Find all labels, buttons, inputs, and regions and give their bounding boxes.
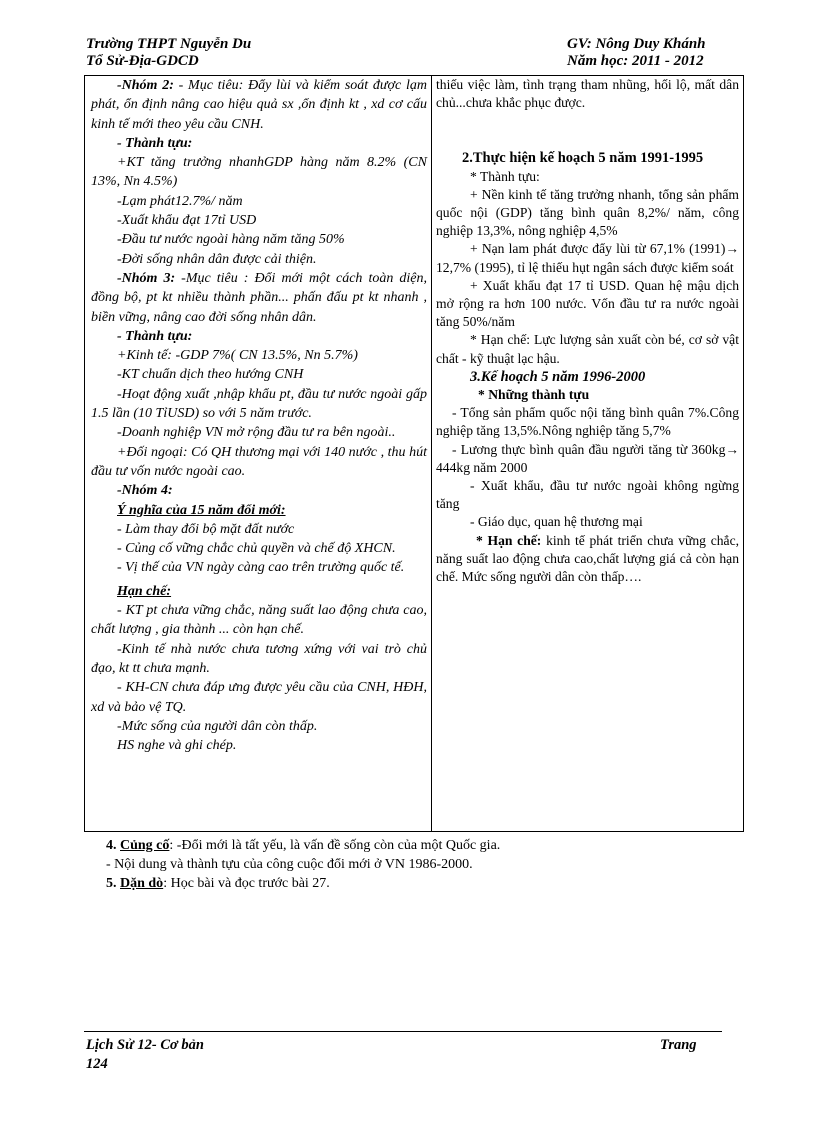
section3-achievements-label: * Những thành tựu [478, 387, 590, 403]
lesson-table [84, 75, 744, 832]
section3-title: 3.Kế hoạch 5 năm 1996-2000 [470, 368, 646, 385]
group2-achievements-label: - Thành tựu: [117, 135, 193, 151]
group3-label: -Nhóm 3: [117, 270, 176, 286]
group2-item: -Đời sống nhân dân được cải thiện. [117, 251, 317, 267]
homework-text: : Học bài và đọc trước bài 27. [163, 876, 330, 891]
section2-paragraph: + Nền kinh tế tăng trưởng nhanh, tổng sản phẩm quốc nội (GDP) tăng bình quân 8,2%/ năm, công nghiệp 13,3%, nông nghiệp 4,5% [436, 186, 739, 239]
consolidate-text: : -Đổi mới là tất yếu, là vấn đề sống còn của một Quốc gia. [169, 838, 501, 853]
group3-item: -Doanh nghiệp VN mở rộng đầu tư ra bên ngoài.. [117, 425, 396, 441]
subject-name: Lịch Sử 12- Cơ bản [86, 1037, 204, 1053]
footer-rule [84, 1031, 722, 1032]
teacher-student-activity-column [85, 76, 431, 755]
limits-item: - KH-CN chưa đáp ưng được yêu cầu của CNH, HĐH, xd và bảo vệ TQ. [91, 680, 427, 715]
group2-item: +KT tăng trưởng nhanhGDP hàng năm 8.2% (CN 13%, Nn 4.5%) [91, 155, 427, 190]
header-left [86, 36, 251, 70]
footer-left [86, 1036, 204, 1074]
group2-paragraph [91, 76, 427, 134]
significance-heading: Ý nghĩa của 15 năm đổi mới: [117, 502, 286, 518]
consolidate-label: Củng cố [120, 838, 170, 853]
page-label: Trang [660, 1037, 697, 1053]
group2-item: -Lạm phát12.7%/ năm [117, 193, 243, 209]
homework-label: Dặn dò [120, 876, 164, 891]
page-number: 124 [86, 1056, 108, 1072]
lesson-closing [106, 836, 746, 893]
section2-paragraph: + Nạn lam phát được đẩy lùi từ 67,1% (1991)→ 12,7% (1995), tỉ lệ thiếu hụt ngân sách được kiểm soát [436, 241, 739, 275]
homework-line [106, 874, 746, 893]
section2-paragraph: + Xuất khẩu đạt 17 tỉ USD. Quan hệ mậu dịch mở rộng ra hơn 100 nước. Vốn đầu tư ra nước ngoài tăng 50%/năm [436, 277, 739, 330]
limits-item: HS nghe và ghi chép. [117, 738, 237, 754]
section3-item: - Lương thực bình quân đầu người tăng từ 360kg→ 444kg năm 2000 [436, 441, 739, 475]
consolidate-line-2: - Nội dung và thành tựu của công cuộc đổi mới ở VN 1986-2000. [106, 857, 473, 872]
group4-label: -Nhóm 4: [117, 483, 173, 499]
section2-title: 2.Thực hiện kế hoạch 5 năm 1991-1995 [462, 150, 704, 167]
lesson-content-column [432, 76, 744, 586]
header-right [567, 36, 706, 70]
limits-item: -Kinh tế nhà nước chưa tương xứng với vai trò chủ đạo, kt tt chưa mạnh. [91, 641, 427, 676]
section3-limits-label: * Hạn chế: [476, 532, 542, 548]
teacher-name: GV: Nông Duy Khánh [567, 36, 706, 52]
group3-item: +Đối ngoại: Có QH thương mại với 140 nước , thu hút đầu tư vốn nước ngoài cao. [91, 444, 427, 479]
section2-limits: * Hạn chế: Lực lượng sản xuất còn bé, cơ sở vật chất - kỹ thuật lạc hậu. [436, 332, 739, 366]
department-name: Tổ Sử-Địa-GDCD [86, 53, 199, 69]
group2-item: -Xuất khẩu đạt 17tỉ USD [117, 213, 257, 229]
group2-item: -Đầu tư nước ngoài hàng năm tăng 50% [117, 232, 345, 248]
group2-goal: - Mục tiêu: Đẩy lùi và kiểm soát được lạm phát, ổn định nâng cao hiệu quả sx ,ổn định kt , xd cơ cấu kinh tế mới theo yêu cầu CNH. [91, 78, 427, 132]
limits-heading: Hạn chế: [117, 583, 172, 599]
group3-item: -KT chuẩn dịch theo hướng CNH [117, 367, 304, 383]
group2-label: -Nhóm 2: [117, 78, 174, 93]
consolidate-number: 4. [106, 838, 117, 853]
homework-number: 5. [106, 876, 117, 891]
section3-item: - Giáo dục, quan hệ thương mại [470, 514, 643, 530]
section3-limits [436, 532, 739, 587]
section3-item: - Xuất khẩu, đầu tư nước ngoài không ngừng tăng [436, 478, 739, 512]
limits-item: -Mức sống của người dân còn thấp. [117, 718, 318, 734]
school-name: Trường THPT Nguyễn Du [86, 36, 252, 52]
significance-item: - Làm thay đổi bộ mặt đất nước [117, 521, 295, 537]
group3-achievements-label: - Thành tựu: [117, 328, 193, 344]
limits-item: - KT pt chưa vững chắc, năng suất lao động chưa cao, chất lượng , gia thành ... còn hạn chế. [91, 603, 427, 638]
school-year: Năm học: 2011 - 2012 [567, 53, 704, 69]
group3-item: +Kinh tế: -GDP 7%( CN 13.5%, Nn 5.7%) [117, 348, 358, 364]
significance-item: - Củng cố vững chắc chủ quyền và chế độ XHCN. [117, 541, 396, 557]
significance-item: - Vị thế của VN ngày càng cao trên trường quốc tế. [117, 560, 405, 576]
group3-paragraph [91, 269, 427, 327]
section3-item: - Tổng sản phẩm quốc nội tăng bình quân 7%.Công nghiệp tăng 13,5%.Nông nghiệp tăng 5,7% [436, 405, 739, 439]
group3-goal: -Mục tiêu : Đổi mới một cách toàn diện, đồng bộ, pt kt nhiều thành phần... phấn đấu pt kt nhanh , biền vững, nâng cao đời sống nhân dân. [91, 270, 427, 325]
carryover-text: thiếu việc làm, tình trạng tham nhũng, hối lộ, mất dân chủ...chưa khắc phục được. [436, 77, 739, 111]
group3-item: -Hoạt động xuất ,nhập khẩu pt, đầu tư nước ngoài gấp 1.5 lần (10 TỉUSD) so với 5 năm trước. [91, 386, 427, 422]
section2-achievements-label: * Thành tựu: [470, 168, 540, 184]
section3-limits-text: kinh tế phát triển chưa vững chắc, năng suất lao động chưa cao,chất lượng giá cả còn hạn chế. Mức sống người dân còn thấp…. [436, 532, 739, 585]
consolidate-line [106, 836, 746, 855]
